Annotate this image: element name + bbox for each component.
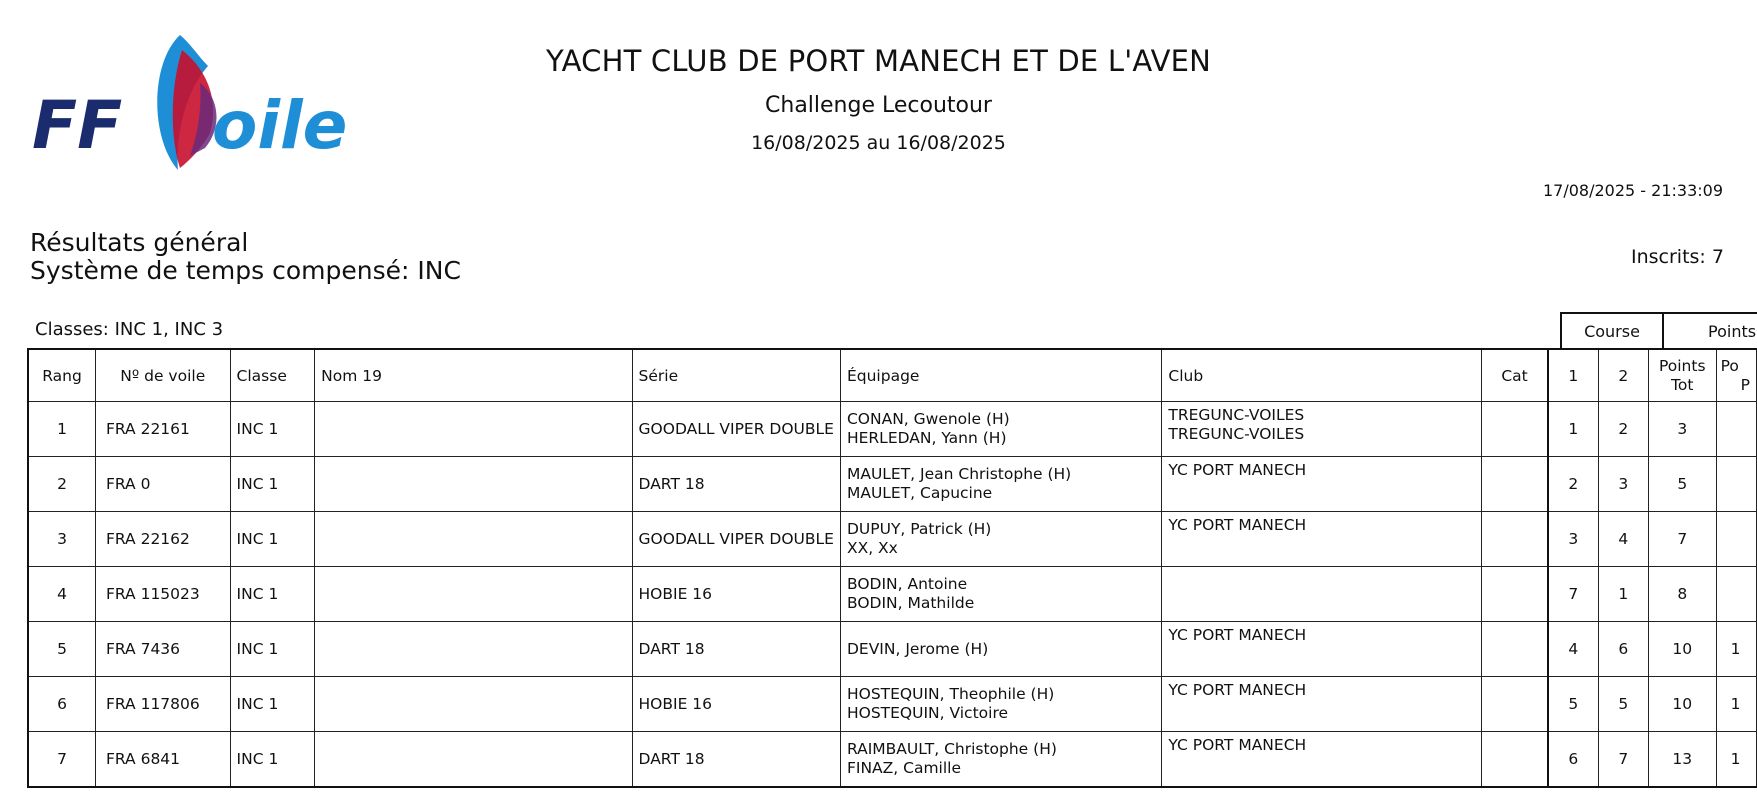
cell-class: INC 1 [230,677,315,732]
crew-member-1: RAIMBAULT, Christophe (H) [846,740,1057,758]
cell-points-net [1716,567,1756,622]
cell-points-net: 1 [1716,622,1756,677]
crew-member-2: MAULET, Capucine [846,484,993,502]
event-name: Challenge Lecoutour [765,93,992,118]
cell-cat [1482,512,1548,567]
cell-rank: 2 [28,457,96,512]
cell-series: DART 18 [632,457,840,512]
cell-race-1: 4 [1548,622,1598,677]
cell-points-total: 10 [1648,622,1716,677]
crew-member-2: BODIN, Mathilde [846,594,975,612]
results-title: Résultats général [30,228,249,257]
col-points-net-line2: P [1740,375,1750,394]
cell-cat [1482,402,1548,457]
classes-label: Classes: INC 1, INC 3 [35,319,224,340]
col-race-1: 1 [1548,349,1598,402]
cell-class: INC 1 [230,567,315,622]
cell-points-net [1716,457,1756,512]
crew-member-1: DEVIN, Jerome (H) [846,639,989,658]
col-points-total-line1: Points [1658,356,1706,375]
crew-member-1: HOSTEQUIN, Theophile (H) [846,685,1055,703]
table-row [28,732,1757,788]
cell-name [315,567,632,622]
cell-sail-number: FRA 0 [96,457,231,512]
cell-club [1162,567,1482,622]
cell-sail-number: FRA 117806 [96,677,231,732]
cell-crew [840,402,1161,457]
cell-points-net: 1 [1716,677,1756,732]
cell-rank: 3 [28,512,96,567]
svg-text:oile: oile [212,87,348,164]
cell-race-1: 3 [1548,512,1598,567]
cell-race-2: 3 [1598,457,1648,512]
table-row [28,512,1757,567]
cell-points-net: 1 [1716,732,1756,788]
table-row [28,677,1757,732]
cell-cat [1482,457,1548,512]
cell-name [315,732,632,788]
col-club: Club [1162,349,1482,402]
col-name: Nom 19 [315,349,632,402]
cell-class: INC 1 [230,512,315,567]
table-row [28,567,1757,622]
cell-points-net [1716,512,1756,567]
cell-class: INC 1 [230,732,315,788]
cell-rank: 6 [28,677,96,732]
cell-points-total: 3 [1648,402,1716,457]
col-rank: Rang [28,349,96,402]
cell-race-1: 6 [1548,732,1598,788]
col-crew: Équipage [840,349,1161,402]
cell-series: DART 18 [632,732,840,788]
col-points-net-line1: Po [1720,356,1739,375]
cell-sail-number: FRA 115023 [96,567,231,622]
cell-race-1: 7 [1548,567,1598,622]
col-race-2: 2 [1598,349,1648,402]
cell-name [315,512,632,567]
col-sail-number: Nº de voile [96,349,231,402]
cell-race-2: 2 [1598,402,1648,457]
cell-crew [840,567,1161,622]
table-row [28,402,1757,457]
cell-club [1162,732,1482,788]
crew-member-2: FINAZ, Camille [846,759,962,777]
table-header-row [28,349,1757,402]
cell-points-total: 7 [1648,512,1716,567]
table-row [28,622,1757,677]
cell-club [1162,512,1482,567]
cell-name [315,622,632,677]
cell-crew [840,622,1161,677]
cell-cat [1482,677,1548,732]
cell-club [1162,622,1482,677]
club-line-1: YC PORT MANECH [1168,626,1307,644]
points-group-header: Points [1662,312,1757,349]
cell-race-2: 1 [1598,567,1648,622]
crew-member-1: BODIN, Antoine [846,575,968,593]
cell-points-total: 8 [1648,567,1716,622]
crew-member-1: CONAN, Gwenole (H) [846,410,1010,428]
cell-sail-number: FRA 22161 [96,402,231,457]
cell-club [1162,677,1482,732]
col-cat: Cat [1482,349,1548,402]
cell-rank: 5 [28,622,96,677]
cell-series: GOODALL VIPER DOUBLE [632,512,840,567]
cell-rank: 1 [28,402,96,457]
cell-series: DART 18 [632,622,840,677]
cell-club [1162,457,1482,512]
cell-race-1: 2 [1548,457,1598,512]
crew-member-1: MAULET, Jean Christophe (H) [846,465,1072,483]
cell-crew [840,677,1161,732]
cell-race-2: 5 [1598,677,1648,732]
cell-race-2: 7 [1598,732,1648,788]
cell-race-1: 5 [1548,677,1598,732]
cell-race-2: 6 [1598,622,1648,677]
club-line-1: TREGUNC-VOILES [1168,406,1305,424]
event-dates: 16/08/2025 au 16/08/2025 [751,132,1006,154]
club-line-1: YC PORT MANECH [1168,736,1307,754]
course-group-header: Course [1560,312,1664,349]
cell-name [315,677,632,732]
cell-crew [840,732,1161,788]
cell-class: INC 1 [230,622,315,677]
col-points-net [1716,349,1756,402]
col-series: Série [632,349,840,402]
crew-member-2: XX, Xx [846,539,898,557]
cell-points-total: 10 [1648,677,1716,732]
cell-points-total: 13 [1648,732,1716,788]
entries-count: Inscrits: 7 [1631,246,1724,268]
cell-cat [1482,732,1548,788]
col-class: Classe [230,349,315,402]
crew-member-2: HOSTEQUIN, Victoire [846,704,1009,722]
cell-cat [1482,622,1548,677]
club-line-1: YC PORT MANECH [1168,681,1307,699]
club-line-1: YC PORT MANECH [1168,461,1307,479]
svg-text:FF: FF [32,87,123,164]
crew-member-2: HERLEDAN, Yann (H) [846,429,1007,447]
cell-series: HOBIE 16 [632,567,840,622]
crew-member-1: DUPUY, Patrick (H) [846,520,992,538]
scoring-system: Système de temps compensé: INC [30,256,461,285]
cell-rank: 4 [28,567,96,622]
cell-series: HOBIE 16 [632,677,840,732]
cell-class: INC 1 [230,402,315,457]
cell-name [315,457,632,512]
cell-series: GOODALL VIPER DOUBLE [632,402,840,457]
table-row [28,457,1757,512]
col-points-total [1648,349,1716,402]
cell-crew [840,512,1161,567]
club-line-1: YC PORT MANECH [1168,516,1307,534]
club-title: YACHT CLUB DE PORT MANECH ET DE L'AVEN [545,44,1212,78]
club-line-2: TREGUNC-VOILES [1168,425,1305,443]
cell-club [1162,402,1482,457]
results-table [27,348,1757,788]
cell-race-2: 4 [1598,512,1648,567]
cell-rank: 7 [28,732,96,788]
cell-race-1: 1 [1548,402,1598,457]
cell-sail-number: FRA 22162 [96,512,231,567]
cell-cat [1482,567,1548,622]
cell-class: INC 1 [230,457,315,512]
cell-name [315,402,632,457]
cell-points-total: 5 [1648,457,1716,512]
cell-points-net [1716,402,1756,457]
cell-crew [840,457,1161,512]
col-points-total-line2: Tot [1671,375,1694,394]
cell-sail-number: FRA 7436 [96,622,231,677]
generated-timestamp: 17/08/2025 - 21:33:09 [1542,181,1723,200]
cell-sail-number: FRA 6841 [96,732,231,788]
